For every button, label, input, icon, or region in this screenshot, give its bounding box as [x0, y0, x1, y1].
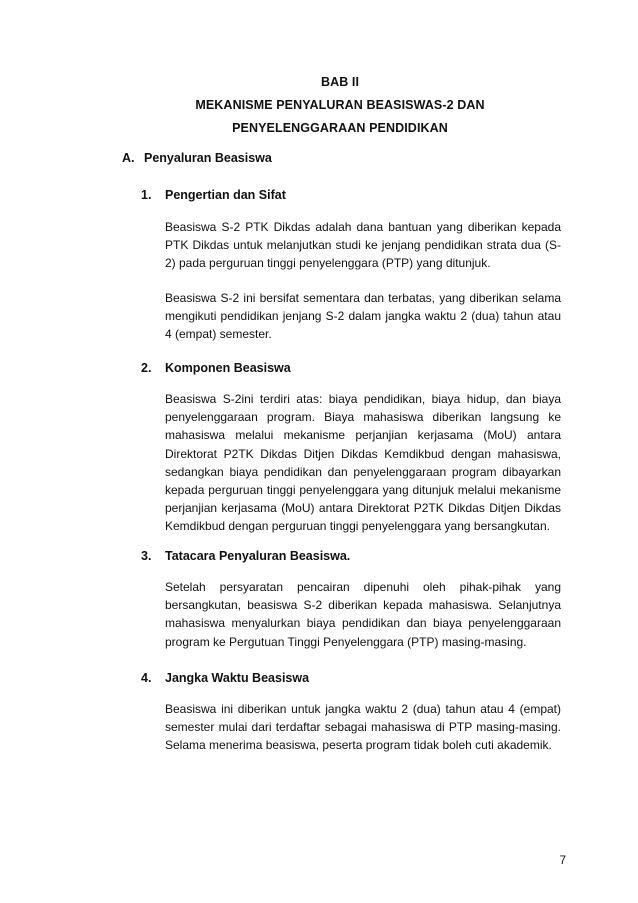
- subsection-number: 3.: [141, 549, 152, 563]
- subsection-title: Jangka Waktu Beasiswa: [165, 671, 310, 685]
- subsection-1-paragraph-1: Beasiswa S-2 PTK Dikdas adalah dana bantuan yang diberikan kepada PTK Dikdas untuk melanjutkan studi ke jenjang pendidikan strata dua (S-2) pada perguruan tinggi penyelenggara (PTP) yang ditunjuk.: [165, 220, 561, 271]
- page-number: 7: [559, 855, 566, 867]
- subsection-number: 1.: [141, 188, 152, 202]
- subsection-1-heading: [141, 185, 561, 205]
- subsection-2-heading: [141, 358, 561, 378]
- subsection-number: 2.: [141, 361, 152, 375]
- section-a-title: Penyaluran Beasiswa: [144, 151, 272, 165]
- chapter-title-line-1: MEKANISME PENYALURAN BEASISWAS-2 DAN: [195, 98, 485, 112]
- subsection-title: Pengertian dan Sifat: [165, 188, 286, 202]
- subsection-4-paragraph-1: Beasiswa ini diberikan untuk jangka waktu 2 (dua) tahun atau 4 (empat) semester mulai dari terdaftar sebagai mahasiswa di PTP masing-masing. Selama menerima beasiswa, peserta program tidak boleh cuti akademik.: [165, 702, 561, 753]
- subsection-number: 4.: [141, 671, 152, 685]
- subsection-4-heading: [141, 668, 561, 688]
- subsection-2-paragraph-1: Beasiswa S-2ini terdiri atas: biaya pendidikan, biaya hidup, dan biaya penyelenggaraan program. Biaya mahasiswa diberikan langsung ke mahasiswa melalui mekanisme perjanjian kerjasama (MoU) antara Direktorat P2TK Dikdas Ditjen Dikdas Kemdikbud dengan mahasiswa, sedangkan biaya pendidikan dan penyelenggaraan program dibayarkan kepada perguruan tinggi penyelenggara yang ditunjuk melalui mekanisme perjanjian kerjasama (MoU) antara Direktorat P2TK Dikdas Ditjen Dikdas Kemdikbud dengan perguruan tinggi penyelenggara yang bersangkutan.: [165, 392, 561, 534]
- subsection-3-paragraph-1: Setelah persyaratan pencairan dipenuhi oleh pihak-pihak yang bersangkutan, beasiswa S-2 diberikan kepada mahasiswa. Selanjutnya mahasiswa menyalurkan biaya pendidikan dan biaya penyelenggaraan program ke Pergutuan Tinggi Penyelenggara (PTP) masing-masing.: [165, 580, 561, 649]
- chapter-label: BAB II: [320, 75, 360, 89]
- section-a-heading: [122, 148, 272, 168]
- subsection-title: Tatacara Penyaluran Beasiswa.: [165, 549, 351, 563]
- subsection-1-paragraph-2: Beasiswa S-2 ini bersifat sementara dan terbatas, yang diberikan selama mengikuti pendidikan jenjang S-2 dalam jangka waktu 2 (dua) tahun atau 4 (empat) semester.: [165, 291, 561, 342]
- chapter-title-line-2: PENYELENGGARAAN PENDIDIKAN: [232, 121, 448, 135]
- section-a-number: A.: [122, 151, 135, 165]
- subsection-3-heading: [141, 546, 561, 566]
- subsection-title: Komponen Beasiswa: [165, 361, 291, 375]
